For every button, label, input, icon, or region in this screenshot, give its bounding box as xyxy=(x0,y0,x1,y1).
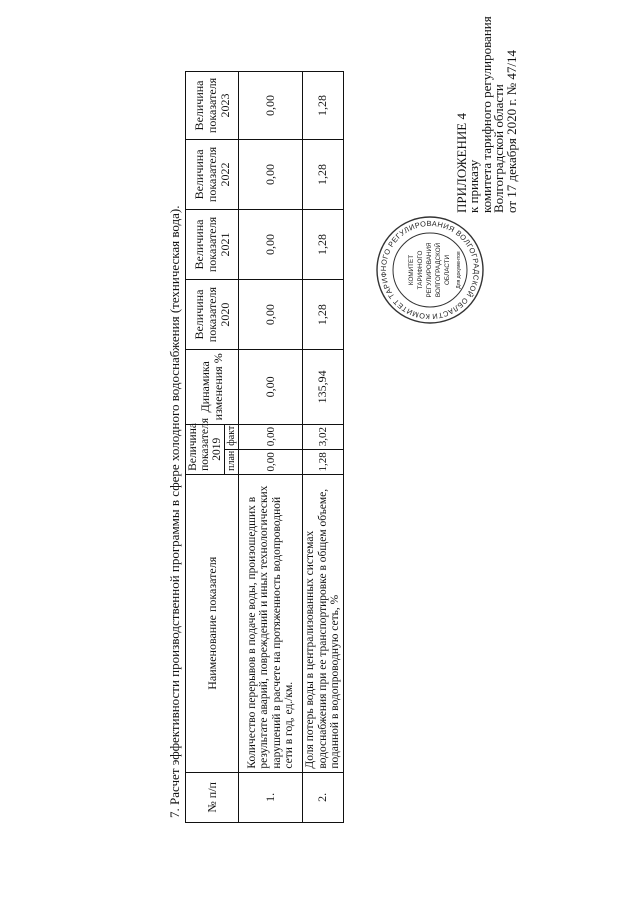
header-num: № п/п xyxy=(186,772,239,822)
header-line-order: к приказу xyxy=(466,159,481,213)
row-dynamics: 0,00 xyxy=(239,350,303,424)
stamp-center-line: РЕГУЛИРОВАНИЯ xyxy=(426,242,433,298)
official-stamp xyxy=(375,215,485,325)
header-2021: Величина показателя 2021 xyxy=(186,209,239,279)
row-2023: 1,28 xyxy=(303,72,344,140)
header-line-committee: комитета тарифного регулирования xyxy=(479,16,494,213)
header-dynamics: Динамика изменения % xyxy=(186,350,239,424)
row-2021: 0,00 xyxy=(239,209,303,279)
efficiency-table xyxy=(185,71,344,823)
table-title: 7. Расчет эффективности производственной программы в сфере холодного водоснабжения (техническая вода). xyxy=(167,205,182,818)
header-2020: Величина показателя 2020 xyxy=(186,280,239,350)
stamp-center-line: ТАРИФНОГО xyxy=(417,250,424,290)
row-2022: 0,00 xyxy=(239,139,303,209)
header-plan: план xyxy=(225,449,239,474)
row-2020: 0,00 xyxy=(239,280,303,350)
row-name: Доля потерь воды в централизованных системах водоснабжения при ее транспортировке в общем объеме, поданной в водопроводную сеть, % xyxy=(303,474,344,772)
stamp-bottom-text: Для документов xyxy=(456,251,462,289)
appendix-title: ПРИЛОЖЕНИЕ 4 xyxy=(454,113,469,213)
header-2023: Величина показателя 2023 xyxy=(186,72,239,140)
row-2020: 1,28 xyxy=(303,280,344,350)
row-fact: 3,02 xyxy=(303,424,344,449)
table-row xyxy=(239,72,303,823)
header-name: Наименование показателя xyxy=(186,474,239,772)
stamp-center-line: ВОЛГОГРАДСКОЙ xyxy=(435,242,442,298)
stamp-ring-text: КОМИТЕТ ТАРИФНОГО РЕГУЛИРОВАНИЯ ВОЛГОГРАДСКОЙ ОБЛАСТИ xyxy=(378,218,482,322)
header-2019: Величина показателя 2019 xyxy=(186,424,225,474)
row-2021: 1,28 xyxy=(303,209,344,279)
stamp-center-line: КОМИТЕТ xyxy=(408,254,415,286)
row-num: 1. xyxy=(239,772,303,822)
row-dynamics: 135,94 xyxy=(303,350,344,424)
header-fact: факт xyxy=(225,424,239,449)
row-fact: 0,00 xyxy=(239,424,303,449)
row-plan: 1,28 xyxy=(303,449,344,474)
row-name: Количество перерывов в подаче воды, произошедших в результате аварий, повреждений и иных технологических нарушений в расчете на протяженность водопроводной сети в год, ед./км. xyxy=(239,474,303,772)
row-2023: 0,00 xyxy=(239,72,303,140)
table-row xyxy=(303,72,344,823)
row-2022: 1,28 xyxy=(303,139,344,209)
header-line-date: от 17 декабря 2020 г. № 47/14 xyxy=(504,49,519,213)
row-plan: 0,00 xyxy=(239,449,303,474)
header-line-region: Волгоградской области xyxy=(491,84,506,213)
stamp-center-line: ОБЛАСТИ xyxy=(444,255,451,285)
row-num: 2. xyxy=(303,772,344,822)
header-2022: Величина показателя 2022 xyxy=(186,139,239,209)
